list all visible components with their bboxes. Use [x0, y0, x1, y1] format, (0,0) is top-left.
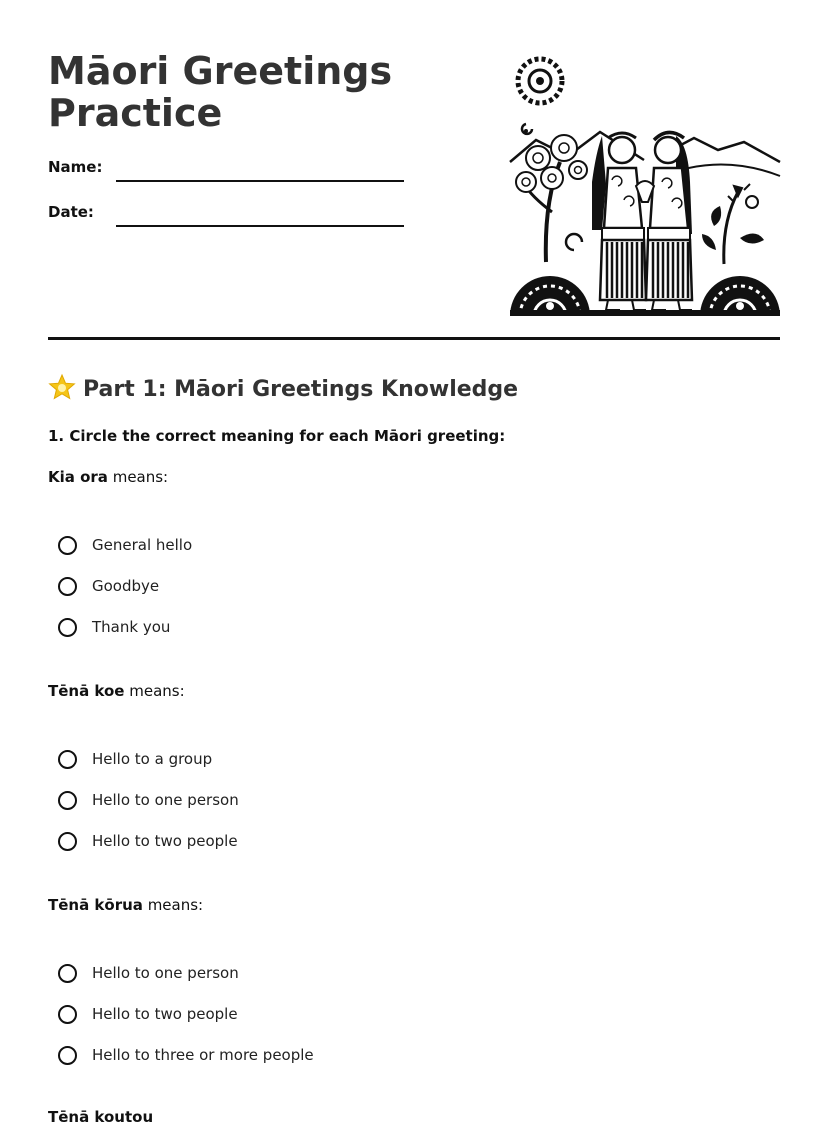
means-text: means:: [107, 468, 169, 486]
answer-option[interactable]: [58, 788, 239, 812]
radio-circle[interactable]: [58, 536, 77, 555]
radio-circle[interactable]: [58, 618, 77, 637]
greeting-term: Tēnā kōrua: [48, 896, 143, 914]
section-heading-text: Part 1: Māori Greetings Knowledge: [83, 377, 519, 402]
date-label: Date:: [48, 203, 94, 221]
question-tena-koe: [48, 682, 185, 700]
answer-option[interactable]: [58, 533, 192, 557]
option-label: Hello to one person: [92, 964, 239, 982]
next-question-partial: Tēnā koutou: [48, 1108, 154, 1126]
date-field-line[interactable]: [116, 225, 404, 227]
option-label: Hello to one person: [92, 791, 239, 809]
section-heading-part-1: [48, 373, 518, 405]
greeting-illustration: [508, 52, 782, 316]
option-label: Hello to two people: [92, 832, 238, 850]
radio-circle[interactable]: [58, 1005, 77, 1024]
option-label: Hello to a group: [92, 750, 213, 768]
name-field-line[interactable]: [116, 180, 404, 182]
plant: [702, 184, 764, 264]
person-left: [592, 133, 646, 310]
answer-option[interactable]: [58, 615, 170, 639]
option-label: Thank you: [92, 618, 171, 636]
radio-circle[interactable]: [58, 964, 77, 983]
sun-icon: [518, 59, 562, 103]
radio-circle[interactable]: [58, 1046, 77, 1065]
means-text: means:: [124, 682, 185, 700]
radio-circle[interactable]: [58, 750, 77, 769]
header-divider: [48, 337, 780, 340]
answer-option[interactable]: [58, 1043, 314, 1067]
question-1-instruction: 1. Circle the correct meaning for each Māori greeting:: [48, 427, 506, 445]
answer-option[interactable]: [58, 1002, 238, 1026]
worksheet-title: [48, 50, 468, 134]
greeting-term: Kia ora: [48, 468, 108, 486]
answer-option[interactable]: [58, 961, 239, 985]
title-line-2: Practice: [48, 91, 223, 135]
greeting-term: Tēnā koe: [48, 682, 125, 700]
radio-circle[interactable]: [58, 832, 77, 851]
option-label: Hello to two people: [92, 1005, 238, 1023]
question-kia-ora: [48, 468, 168, 486]
answer-option[interactable]: [58, 747, 212, 771]
option-label: Hello to three or more people: [92, 1046, 314, 1064]
tree: [516, 135, 587, 262]
question-tena-korua: [48, 896, 203, 914]
answer-option[interactable]: [58, 829, 238, 853]
option-label: Goodbye: [92, 577, 160, 595]
title-line-1: Māori Greetings: [48, 49, 393, 93]
option-label: General hello: [92, 536, 193, 554]
star-icon: [48, 373, 76, 401]
means-text: means:: [142, 896, 204, 914]
answer-option[interactable]: [58, 574, 159, 598]
name-label: Name:: [48, 158, 103, 176]
radio-circle[interactable]: [58, 577, 77, 596]
radio-circle[interactable]: [58, 791, 77, 810]
